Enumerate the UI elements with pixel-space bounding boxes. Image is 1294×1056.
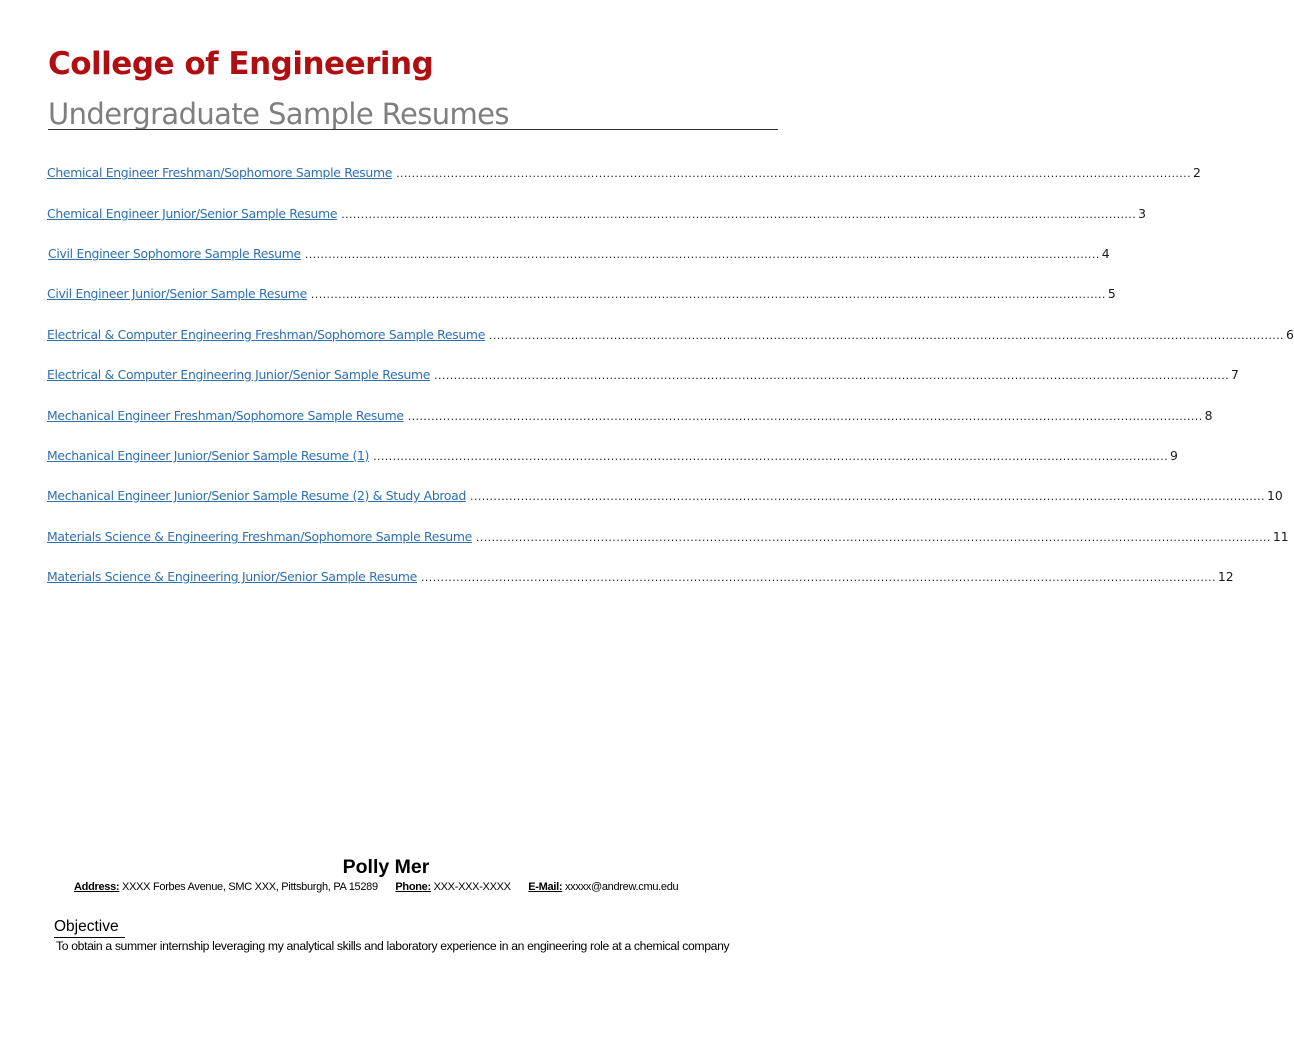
toc-dot-leader: ............................................................................................................................................................................................................ [434,369,1230,382]
toc-entry [47,203,1146,221]
toc-page-number: 4 [1101,246,1110,261]
email-label: E-Mail: [528,881,563,893]
toc-link[interactable]: Mechanical Engineer Junior/Senior Sample Resume (2) & Study Abroad [47,488,467,503]
toc-link[interactable]: Civil Engineer Junior/Senior Sample Resume [47,286,307,301]
toc-entry [47,526,1289,544]
toc-entry [47,162,1201,180]
toc-page-number: 6 [1285,327,1294,342]
toc-dot-leader: ............................................................................................................................................................................................................ [489,329,1284,342]
objective-text: To obtain a summer internship leveraging my analytical skills and laboratory experience in an engineering role at a chemical company [56,939,730,953]
toc-entry [47,364,1239,382]
toc-entry [47,283,1116,301]
page-subtitle: Undergraduate Sample Resumes [48,97,509,131]
phone-label: Phone: [395,881,431,893]
toc-page-number: 9 [1170,448,1178,463]
toc-link[interactable]: Electrical & Computer Engineering Junior/Senior Sample Resume [47,367,431,382]
toc-link[interactable]: Materials Science & Engineering Freshman/Sophomore Sample Resume [47,529,472,544]
email-value: xxxxx@andrew.cmu.edu [564,881,679,893]
objective-heading: Objective [54,918,119,935]
toc-link[interactable]: Civil Engineer Sophomore Sample Resume [48,246,301,261]
address-value: XXXX Forbes Avenue, SMC XXX, Pittsburgh, PA 15289 [122,881,378,893]
toc-page-number: 12 [1217,569,1234,584]
toc-page-number: 3 [1138,206,1146,221]
resume-name: Polly Mer [342,856,430,878]
toc-link[interactable]: Chemical Engineer Freshman/Sophomore Sample Resume [47,165,393,180]
toc-page-number: 2 [1192,165,1201,180]
toc-entry [47,485,1283,503]
toc-entry [47,445,1178,463]
toc-dot-leader: ............................................................................................................................................................................................................ [421,571,1216,584]
toc-page-number: 5 [1107,286,1116,301]
toc-dot-leader: ............................................................................................................................................................................................................ [373,450,1168,463]
toc-page-number: 8 [1204,408,1213,423]
toc-dot-leader: ............................................................................................................................................................................................................ [475,531,1271,544]
toc-link[interactable]: Mechanical Engineer Freshman/Sophomore Sample Resume [47,408,404,423]
toc-entry [47,405,1213,423]
toc-page-number: 11 [1272,529,1289,544]
toc-dot-leader: ............................................................................................................................................................................................................ [407,410,1203,423]
toc-dot-leader: ............................................................................................................................................................................................................ [341,208,1137,221]
page-title: College of Engineering [48,46,434,82]
toc-entry [47,324,1294,342]
toc-link[interactable]: Mechanical Engineer Junior/Senior Sample Resume (1) [47,448,370,463]
toc-link[interactable]: Chemical Engineer Junior/Senior Sample Resume [47,206,338,221]
toc-link[interactable]: Electrical & Computer Engineering Freshman/Sophomore Sample Resume [47,327,486,342]
toc-entry [48,243,1110,261]
toc-link[interactable]: Materials Science & Engineering Junior/Senior Sample Resume [47,569,418,584]
toc-page-number: 7 [1231,367,1239,382]
toc-dot-leader: ............................................................................................................................................................................................................ [470,490,1265,503]
contact-line [74,881,678,893]
address-label: Address: [74,881,120,893]
toc-dot-leader: ............................................................................................................................................................................................................ [310,288,1106,301]
phone-value: XXX-XXX-XXXX [433,881,511,893]
toc-page-number: 10 [1266,488,1283,503]
toc-entry [47,566,1234,584]
subtitle-divider [48,129,778,130]
toc-dot-leader: ............................................................................................................................................................................................................ [396,167,1191,180]
toc-dot-leader: ............................................................................................................................................................................................................ [304,248,1100,261]
